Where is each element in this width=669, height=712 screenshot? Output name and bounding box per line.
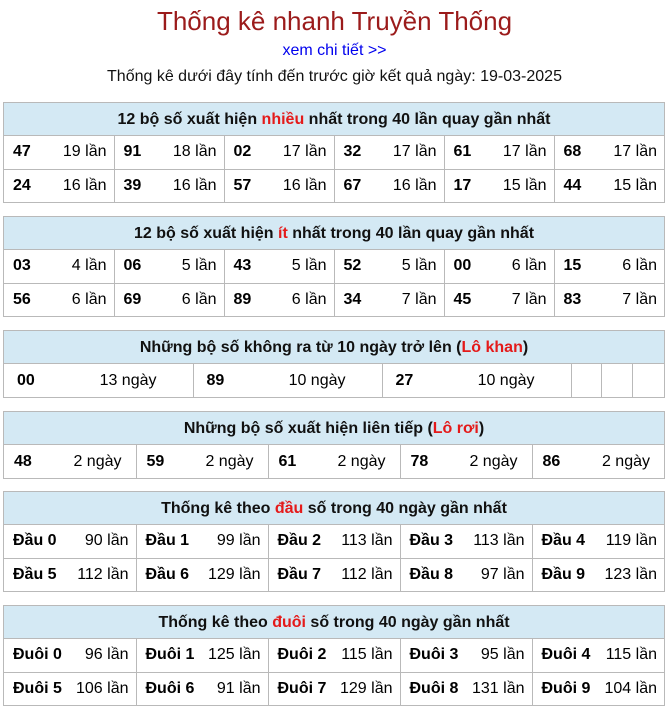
item-key: 45 xyxy=(453,290,472,308)
item-value: 17 lần xyxy=(392,143,437,161)
table-cell xyxy=(444,283,554,316)
item-key: 03 xyxy=(13,257,31,275)
item-value: 17 lần xyxy=(502,143,547,161)
item-key: Đầu 7 xyxy=(277,565,322,583)
table-cell xyxy=(4,250,114,283)
table-cell xyxy=(4,558,136,591)
item-key: 17 xyxy=(453,176,472,194)
item-value: 2 ngày xyxy=(601,452,650,470)
item-value: 4 lần xyxy=(71,257,107,275)
table-cell xyxy=(136,445,268,478)
item-key: 61 xyxy=(278,452,297,470)
item-key: Đầu 3 xyxy=(409,532,454,550)
item-value: 10 ngày xyxy=(477,371,535,389)
item-value: 119 lần xyxy=(605,532,657,550)
item-value: 6 lần xyxy=(291,290,327,308)
table-cell xyxy=(400,525,532,558)
lo-khan-heading xyxy=(4,331,664,364)
table-cell xyxy=(136,525,268,558)
view-details-link[interactable]: xem chi tiết >> xyxy=(282,42,387,59)
item-value: đuôi xyxy=(272,614,306,631)
item-value: 7 lần xyxy=(511,290,547,308)
item-key: 69 xyxy=(123,290,142,308)
item-value: 7 lần xyxy=(401,290,437,308)
item-value: Thống kê theo xyxy=(158,614,273,631)
table-cell xyxy=(554,283,664,316)
item-value: 106 lần xyxy=(76,679,129,697)
least-frequent-table xyxy=(4,250,664,316)
table-cell xyxy=(224,283,334,316)
item-value: 5 lần xyxy=(401,257,437,275)
item-key: Đuôi 2 xyxy=(277,646,327,664)
item-value: 2 ngày xyxy=(73,452,122,470)
empty-cell xyxy=(571,364,601,397)
table-cell xyxy=(532,525,664,558)
table-cell xyxy=(268,445,400,478)
table-cell xyxy=(532,672,664,705)
item-value: 115 lần xyxy=(605,646,657,664)
item-value: Lô khan xyxy=(461,339,523,356)
dau-stats-section xyxy=(3,491,665,592)
item-value: 90 lần xyxy=(84,532,129,550)
table-cell xyxy=(334,283,444,316)
item-value: 7 lần xyxy=(622,290,657,308)
item-value: 2 ngày xyxy=(337,452,386,470)
item-value: 15 lần xyxy=(613,176,657,194)
item-key: 00 xyxy=(453,257,472,275)
item-key: 68 xyxy=(563,143,582,161)
table-cell xyxy=(400,672,532,705)
duoi-stats-heading xyxy=(4,606,664,639)
item-key: 47 xyxy=(13,143,31,161)
lo-roi-heading xyxy=(4,412,664,445)
dau-stats-table xyxy=(4,525,664,591)
item-value: 123 lần xyxy=(604,565,657,583)
item-value: Những bộ số xuất hiện liên tiếp ( xyxy=(183,420,433,437)
item-value: 91 lần xyxy=(216,679,261,697)
item-value: 99 lần xyxy=(216,532,261,550)
item-value: số trong 40 ngày gần nhất xyxy=(305,614,510,631)
item-value: 10 ngày xyxy=(288,371,346,389)
item-value: 16 lần xyxy=(392,176,437,194)
item-key: 34 xyxy=(343,290,362,308)
item-key: 44 xyxy=(563,176,582,194)
item-value: ít xyxy=(278,225,288,242)
table-cell xyxy=(334,169,444,202)
item-key: 78 xyxy=(410,452,429,470)
table-cell xyxy=(224,169,334,202)
item-value: số trong 40 ngày gần nhất xyxy=(303,500,507,517)
item-value: 5 lần xyxy=(181,257,217,275)
item-value: 5 lần xyxy=(291,257,327,275)
item-key: Đầu 5 xyxy=(13,565,57,583)
table-cell xyxy=(444,250,554,283)
table-cell xyxy=(554,250,664,283)
table-cell xyxy=(114,169,224,202)
item-key: 43 xyxy=(233,257,252,275)
item-value: 6 lần xyxy=(622,257,657,275)
item-value: 13 ngày xyxy=(99,371,157,389)
item-value: Thống kê theo xyxy=(161,500,275,517)
table-cell xyxy=(444,136,554,169)
item-value: 6 lần xyxy=(71,290,107,308)
item-value: nhất trong 40 lần quay gần nhất xyxy=(287,225,535,242)
table-cell xyxy=(136,672,268,705)
table-cell xyxy=(400,639,532,672)
item-value: 96 lần xyxy=(84,646,129,664)
table-cell xyxy=(554,136,664,169)
item-key: 91 xyxy=(123,143,142,161)
item-value: 16 lần xyxy=(282,176,327,194)
item-key: Đầu 6 xyxy=(145,565,190,583)
empty-cell xyxy=(632,364,664,397)
item-key: 27 xyxy=(395,371,414,389)
table-cell xyxy=(114,283,224,316)
table-cell xyxy=(4,136,114,169)
item-key: Đầu 0 xyxy=(13,532,57,550)
duoi-stats-table xyxy=(4,639,664,705)
item-value: 16 lần xyxy=(62,176,107,194)
table-cell xyxy=(444,169,554,202)
item-value: 131 lần xyxy=(472,679,525,697)
item-key: Đầu 9 xyxy=(541,565,586,583)
item-value: 113 lần xyxy=(473,532,525,550)
lo-roi-section xyxy=(3,411,665,479)
item-key: Đuôi 9 xyxy=(541,679,591,697)
table-cell xyxy=(532,558,664,591)
table-cell xyxy=(400,445,532,478)
table-cell xyxy=(224,250,334,283)
item-value: ) xyxy=(478,420,485,437)
table-cell xyxy=(136,558,268,591)
item-key: 67 xyxy=(343,176,362,194)
item-key: Đầu 2 xyxy=(277,532,322,550)
item-value: 12 bộ số xuất hiện xyxy=(117,111,262,128)
item-value: Những bộ số không ra từ 10 ngày trở lên ( xyxy=(139,339,462,356)
item-key: 24 xyxy=(13,176,31,194)
item-key: 59 xyxy=(146,452,165,470)
item-value: 19 lần xyxy=(62,143,107,161)
item-key: 00 xyxy=(17,371,35,389)
item-value: nhiều xyxy=(261,111,305,128)
table-cell xyxy=(114,250,224,283)
page-subtitle: Thống kê dưới đây tính đến trước giờ kết quả ngày: 19-03-2025 xyxy=(107,68,562,85)
item-value: 12 bộ số xuất hiện xyxy=(133,225,278,242)
item-value: đầu xyxy=(274,500,304,517)
item-value: 2 ngày xyxy=(469,452,518,470)
table-cell xyxy=(4,525,136,558)
item-value: 104 lần xyxy=(604,679,657,697)
item-value: Lô rơi xyxy=(432,420,479,437)
table-cell xyxy=(193,364,382,397)
table-cell xyxy=(268,639,400,672)
item-value: 2 ngày xyxy=(205,452,254,470)
table-cell xyxy=(224,136,334,169)
item-value: 115 lần xyxy=(341,646,393,664)
table-cell xyxy=(554,169,664,202)
dau-stats-heading xyxy=(4,492,664,525)
table-cell xyxy=(4,364,193,397)
item-value: 112 lần xyxy=(341,565,393,583)
item-value: 15 lần xyxy=(502,176,547,194)
item-key: Đầu 1 xyxy=(145,532,190,550)
item-key: 15 xyxy=(563,257,582,275)
table-cell xyxy=(400,558,532,591)
item-key: 39 xyxy=(123,176,142,194)
item-value: 97 lần xyxy=(480,565,525,583)
item-key: Đuôi 8 xyxy=(409,679,459,697)
table-cell xyxy=(382,364,571,397)
item-key: 86 xyxy=(542,452,561,470)
item-value: 129 lần xyxy=(208,565,261,583)
least-frequent-heading xyxy=(4,217,664,250)
lo-khan-section xyxy=(3,330,665,398)
table-cell xyxy=(136,639,268,672)
item-key: Đầu 8 xyxy=(409,565,454,583)
item-key: 52 xyxy=(343,257,362,275)
item-key: 61 xyxy=(453,143,472,161)
most-frequent-section xyxy=(3,102,665,203)
item-key: Đuôi 1 xyxy=(145,646,195,664)
lo-roi-table xyxy=(4,445,664,478)
item-value: 16 lần xyxy=(172,176,217,194)
item-key: 06 xyxy=(123,257,142,275)
item-value: 125 lần xyxy=(208,646,261,664)
item-key: 89 xyxy=(206,371,225,389)
item-value: 17 lần xyxy=(613,143,657,161)
table-cell xyxy=(268,558,400,591)
table-cell xyxy=(532,445,664,478)
table-cell xyxy=(114,136,224,169)
lo-khan-table xyxy=(4,364,664,397)
page-title: Thống kê nhanh Truyền Thống xyxy=(156,6,513,36)
item-key: 02 xyxy=(233,143,252,161)
most-frequent-table xyxy=(4,136,664,202)
item-key: 56 xyxy=(13,290,31,308)
item-key: Đuôi 0 xyxy=(13,646,62,664)
table-cell xyxy=(268,672,400,705)
table-cell xyxy=(4,169,114,202)
item-key: Đầu 4 xyxy=(541,532,586,550)
table-cell xyxy=(4,672,136,705)
item-key: Đuôi 5 xyxy=(13,679,62,697)
table-cell xyxy=(532,639,664,672)
table-cell xyxy=(4,445,136,478)
item-value: 6 lần xyxy=(181,290,217,308)
item-value: 129 lần xyxy=(340,679,393,697)
item-key: Đuôi 6 xyxy=(145,679,195,697)
duoi-stats-section xyxy=(3,605,665,706)
item-key: 32 xyxy=(343,143,362,161)
table-cell xyxy=(268,525,400,558)
empty-cell xyxy=(601,364,632,397)
item-value: 113 lần xyxy=(341,532,393,550)
most-frequent-heading xyxy=(4,103,664,136)
table-cell xyxy=(4,639,136,672)
item-key: Đuôi 3 xyxy=(409,646,459,664)
item-value: 95 lần xyxy=(480,646,525,664)
table-cell xyxy=(4,283,114,316)
item-key: 48 xyxy=(14,452,32,470)
item-key: Đuôi 7 xyxy=(277,679,327,697)
item-key: 57 xyxy=(233,176,252,194)
item-value: 112 lần xyxy=(77,565,129,583)
item-value: nhất trong 40 lần quay gần nhất xyxy=(304,111,551,128)
least-frequent-section xyxy=(3,216,665,317)
item-key: Đuôi 4 xyxy=(541,646,591,664)
item-value: ) xyxy=(522,339,529,356)
table-cell xyxy=(334,136,444,169)
item-key: 83 xyxy=(563,290,582,308)
item-key: 89 xyxy=(233,290,252,308)
item-value: 17 lần xyxy=(282,143,327,161)
table-cell xyxy=(334,250,444,283)
item-value: 18 lần xyxy=(172,143,217,161)
item-value: 6 lần xyxy=(511,257,547,275)
